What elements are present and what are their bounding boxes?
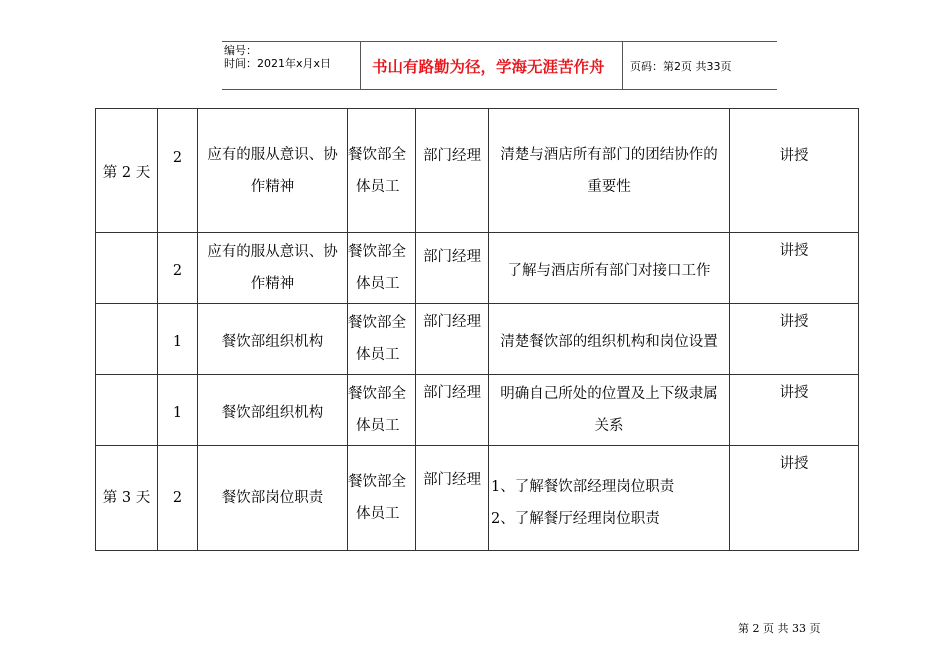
- trainer-cell: 部门经理: [416, 304, 489, 375]
- goal-cell: 了解与酒店所有部门对接口工作: [489, 233, 730, 304]
- trainer-cell: 部门经理: [416, 233, 489, 304]
- audience-line: 餐饮部全: [348, 315, 406, 331]
- audience-line: 体员工: [356, 418, 400, 434]
- topic-cell: 餐饮部岗位职责: [198, 446, 348, 551]
- trainer-cell: 部门经理: [416, 375, 489, 446]
- method-cell: 讲授: [730, 446, 859, 551]
- audience-line: 体员工: [356, 276, 400, 292]
- table-row: [96, 375, 859, 446]
- topic-cell: 餐饮部组织机构: [198, 304, 348, 375]
- goal-cell: [489, 375, 730, 446]
- audience-line: 餐饮部全: [348, 244, 406, 260]
- hours-cell: 2: [158, 233, 198, 304]
- audience-line: 体员工: [356, 506, 400, 522]
- table-row: [96, 233, 859, 304]
- goal-line: 重要性: [587, 178, 631, 195]
- topic-line: 应有的服从意识、协: [207, 146, 338, 163]
- audience-line: 餐饮部全: [348, 474, 406, 490]
- day-cell: 第 2 天: [96, 109, 158, 233]
- time-label: 时间：2021年x月x日: [224, 57, 332, 70]
- header-divider-left: [360, 41, 361, 89]
- method-cell: 讲授: [730, 233, 859, 304]
- goal-line: 1、了解餐饮部经理岗位职责: [491, 479, 675, 495]
- goal-line: 明确自己所处的位置及上下级隶属: [500, 386, 718, 402]
- hours-cell: 2: [158, 109, 198, 233]
- header-top-rule: [222, 41, 777, 42]
- topic-line: 作精神: [250, 178, 295, 195]
- goal-cell: [489, 109, 730, 233]
- trainer-cell: 部门经理: [416, 446, 489, 551]
- audience-line: 餐饮部全: [348, 386, 406, 402]
- page-label: 页码：第2页 共33页: [630, 60, 732, 73]
- goal-line: 2、了解餐厅经理岗位职责: [491, 511, 660, 527]
- hours-cell: 1: [158, 304, 198, 375]
- motto-text: 书山有路勤为径，学海无涯苦作舟: [372, 58, 605, 76]
- topic-cell: 餐饮部组织机构: [198, 375, 348, 446]
- audience-cell: [348, 446, 416, 551]
- topic-line: 应有的服从意识、协: [207, 244, 338, 260]
- day-cell: [96, 233, 158, 304]
- topic-line: 作精神: [250, 276, 295, 292]
- method-cell: 讲授: [730, 109, 859, 233]
- hours-cell: 1: [158, 375, 198, 446]
- goal-cell: [489, 446, 730, 551]
- audience-line: 餐饮部全: [348, 146, 406, 163]
- header-divider-right: [622, 41, 623, 89]
- training-schedule-table: [95, 108, 859, 551]
- method-cell: 讲授: [730, 375, 859, 446]
- topic-cell: [198, 109, 348, 233]
- header-bottom-rule: [222, 89, 777, 90]
- audience-cell: [348, 304, 416, 375]
- goal-line: 清楚与酒店所有部门的团结协作的: [500, 146, 718, 163]
- trainer-cell: 部门经理: [416, 109, 489, 233]
- day-cell: [96, 304, 158, 375]
- table-row: [96, 304, 859, 375]
- number-label: 编号：: [224, 44, 257, 57]
- page-footer: 第 2 页 共 33 页: [738, 622, 821, 635]
- day-cell: 第 3 天: [96, 446, 158, 551]
- table-row: [96, 446, 859, 551]
- goal-line: 关系: [594, 418, 624, 434]
- audience-cell: [348, 109, 416, 233]
- day-cell: [96, 375, 158, 446]
- audience-line: 体员工: [356, 178, 400, 195]
- table-row: [96, 109, 859, 233]
- audience-cell: [348, 233, 416, 304]
- hours-cell: 2: [158, 446, 198, 551]
- audience-line: 体员工: [356, 347, 400, 363]
- goal-cell: 清楚餐饮部的组织机构和岗位设置: [489, 304, 730, 375]
- method-cell: 讲授: [730, 304, 859, 375]
- topic-cell: [198, 233, 348, 304]
- audience-cell: [348, 375, 416, 446]
